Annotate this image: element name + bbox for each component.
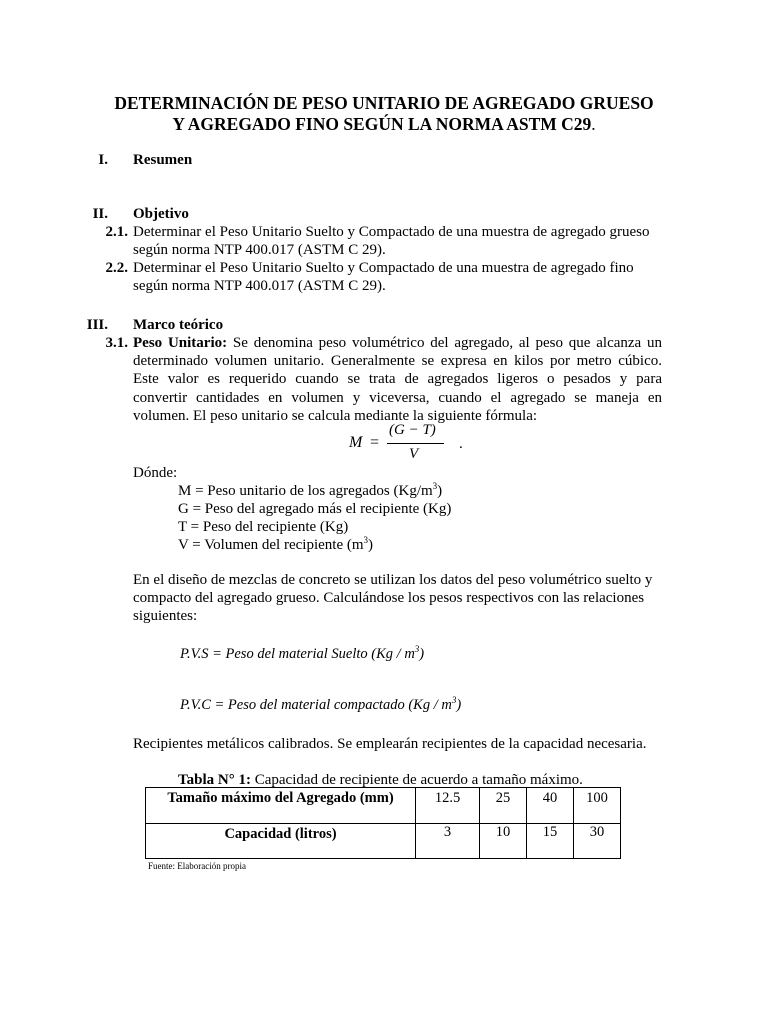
subsection-number-3-1: 3.1. [105,335,128,351]
definition-v: V = Volumen del recipiente $(m^3)$ [178,535,374,553]
donde-label: Dónde: [133,465,178,481]
document-title-line2: Y AGREGADO FINO SEGÚN LA NORMA ASTM C29. [172,114,596,134]
table-cell: 100 [574,788,621,824]
formula-period: . [459,436,463,452]
section-heading-objetivo: Objetivo [133,206,189,222]
table-row [146,788,621,824]
definition-m: M = Peso unitario de los agregados $(Kg/m^3)$ [178,481,443,499]
formula-fraction-bar [387,443,444,444]
paragraph-line: Peso Unitario: Se denomina peso volumétrico del agregado, al peso que alcanza un [133,335,662,351]
table-caption: Tabla N° 1: Capacidad de recipiente de acuerdo a tamaño máximo. [178,772,583,788]
section-heading-resumen: Resumen [133,152,193,168]
table-cell: 12.5 [416,788,480,824]
diseno-mezclas-paragraph [133,571,662,626]
formula-pvs: P.V.S = Peso del material Suelto $(Kg / m^3)$ [180,644,425,662]
table-header-cell: Tamaño máximo del Agregado (mm) [146,788,416,824]
table-cell: 40 [527,788,574,824]
table-cell: 3 [416,824,480,859]
table-cell: 15 [527,824,574,859]
formula-denominator: V [409,446,419,462]
objective-2-1-line1: Determinar el Peso Unitario Suelto y Compactado de una muestra de agregado grueso [133,224,650,240]
objective-number-2-2: 2.2. [105,260,128,276]
table-cell: 10 [480,824,527,859]
table-cell: 25 [480,788,527,824]
paragraph-line: determinado volumen unitario. Generalmente se expresa en kilos por metro cúbico. [133,353,662,370]
section-number-2: II. [92,206,108,222]
objective-2-2-line2: según norma NTP 400.017 (ASTM C 29). [133,278,386,294]
definition-g: G = Peso del agregado más el recipiente (Kg) [178,501,452,517]
paragraph-line: convertir cantidades en volumen y viceversa, cuando el agregado se maneja en [133,389,662,406]
section-heading-marco-teorico: Marco teórico [133,317,224,333]
table-row [146,824,621,859]
table-header-cell: Capacidad (litros) [146,824,416,859]
peso-unitario-paragraph [133,334,662,425]
paragraph-line: volumen. El peso unitario se calcula mediante la siguiente fórmula: [133,407,538,424]
formula-equals: = [370,434,380,451]
table-cell: 30 [574,824,621,859]
paragraph-line: siguientes: [133,608,198,625]
recipientes-text: Recipientes metálicos calibrados. Se emplearán recipientes de la capacidad necesaria. [133,736,647,752]
objective-2-2-line1: Determinar el Peso Unitario Suelto y Compactado de una muestra de agregado fino [133,260,634,276]
section-number-1: I. [98,152,108,168]
document-title-line1: DETERMINACIÓN DE PESO UNITARIO DE AGREGADO GRUESO [114,93,654,113]
objective-2-1-line2: según norma NTP 400.017 (ASTM C 29). [133,242,386,258]
table-source: Fuente: Elaboración propia [148,861,246,871]
paragraph-line: compacto del agregado grueso. Calculándose los pesos respectivos con las relaciones [133,590,645,607]
formula-numerator: (G − T) [389,422,436,438]
paragraph-line: Este valor es requerido cuando se trata de agregados ligeros o pesados y para [133,371,662,388]
paragraph-line: En el diseño de mezclas de concreto se utilizan los datos del peso volumétrico suelto y [133,572,653,588]
objective-number-2-1: 2.1. [105,224,128,240]
section-number-3: III. [86,317,108,333]
formula-lhs: M [349,434,363,451]
definition-t: T = Peso del recipiente (Kg) [178,519,349,535]
capacity-table [145,787,621,859]
formula-pvc: P.V.C = Peso del material compactado $(Kg / m^3)$ [180,695,462,713]
